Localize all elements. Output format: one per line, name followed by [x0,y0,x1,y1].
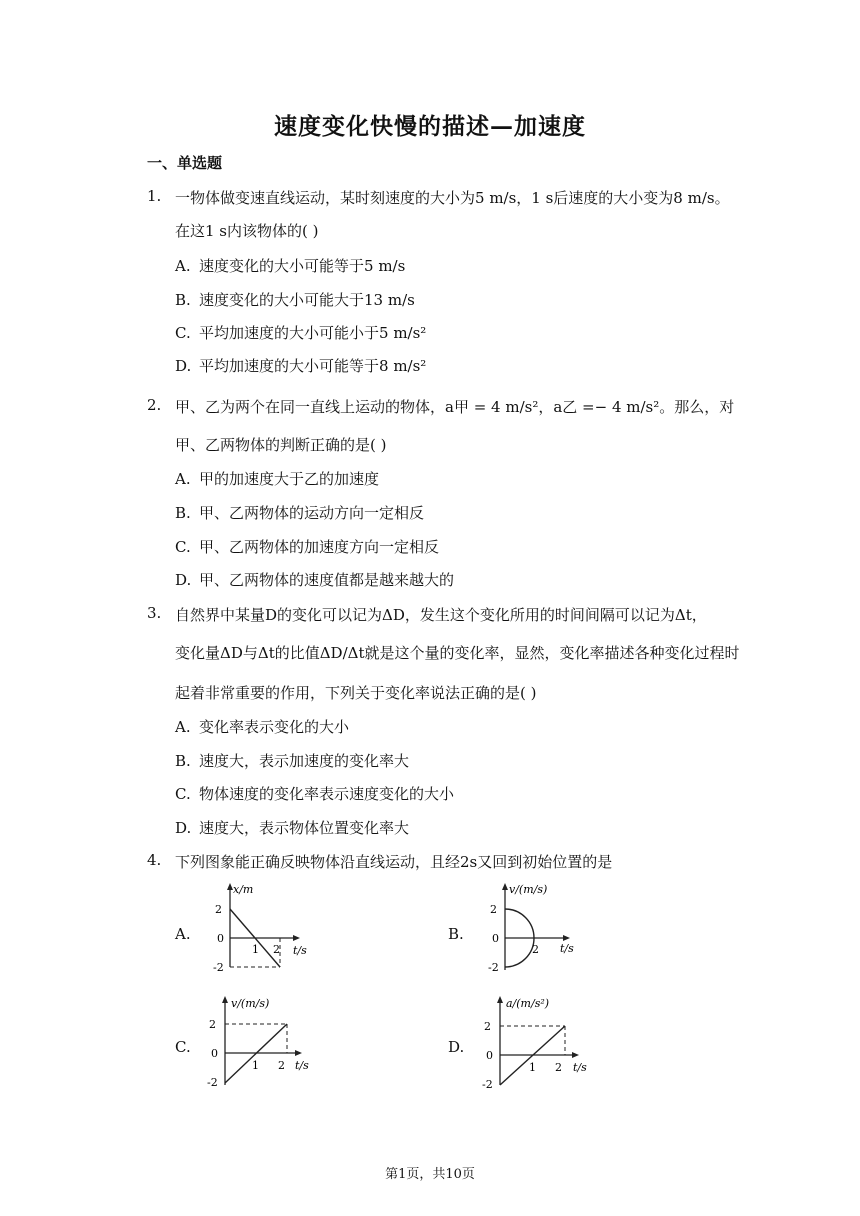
page-footer: 第1页，共10页 [385,1167,475,1182]
tick-x-two: 2 [273,943,280,956]
tick-x-two: 2 [278,1059,285,1072]
option-text: 变化率表示变化的大小 [199,718,350,736]
x-axis-label: t/s [560,942,574,955]
option-c-letter: C. [175,1038,191,1056]
option-c [175,322,426,343]
tick-y-bottom: -2 [488,961,499,974]
question-text-line: 起着非常重要的作用，下列关于变化率说法正确的是( ) [175,684,537,702]
question-number: 3. [147,604,162,622]
question-text-line: 自然界中某量D的变化可以记为ΔD，发生这个变化所用的时间间隔可以记为Δt， [175,606,707,624]
option-text: 平均加速度的大小可能小于5 m/s² [199,324,427,342]
option-text: 甲、乙两物体的速度值都是越来越大的 [199,571,455,589]
question-number: 2. [147,396,162,414]
option-d [175,569,454,590]
option-text: 甲、乙两物体的加速度方向一定相反 [199,538,440,556]
question-text-line: 甲、乙两物体的判断正确的是( ) [175,436,387,454]
tick-y-bottom: -2 [213,961,224,974]
option-letter: C. [175,785,191,803]
option-text: 速度变化的大小可能大于13 m/s [199,291,415,309]
y-arrow-icon [502,883,508,890]
tick-y-zero: 0 [492,932,499,945]
x-axis-label: t/s [573,1061,587,1074]
option-text: 速度大，表示加速度的变化率大 [199,752,410,770]
option-a [175,468,379,489]
section-heading: 一、单选题 [147,154,223,172]
y-axis-label: v/(m/s) [231,997,270,1010]
x-arrow-icon [563,935,570,941]
question-number: 1. [147,187,162,205]
tick-x-one: 1 [252,943,259,956]
y-axis-label: v/(m/s) [509,883,548,896]
option-letter: D. [175,819,192,837]
page-title: 速度变化快慢的描述—加速度 [274,113,586,140]
option-letter: B. [175,504,191,522]
graph-c [195,993,325,1093]
option-b [175,502,424,523]
option-letter: D. [175,357,192,375]
tick-y-top: 2 [209,1018,216,1031]
question-text-line: 一物体做变速直线运动，某时刻速度的大小为5 m/s，1 s后速度的大小变为8 m/s。 [175,189,730,207]
y-arrow-icon [222,996,228,1003]
option-b [175,750,409,771]
option-text: 物体速度的变化率表示速度变化的大小 [199,785,455,803]
tick-y-bottom: -2 [482,1078,493,1091]
question-text-line: 变化量ΔD与Δt的比值ΔD/Δt就是这个量的变化率，显然，变化率描述各种变化过程时 [175,644,740,662]
option-letter: B. [175,291,191,309]
x-axis-label: t/s [295,1059,309,1072]
tick-x-two: 2 [555,1061,562,1074]
tick-x-one: 1 [252,1059,259,1072]
tick-y-top: 2 [490,903,497,916]
option-text: 速度大，表示物体位置变化率大 [199,819,410,837]
option-letter: C. [175,538,191,556]
x-arrow-icon [295,1050,302,1056]
option-letter: A. [175,257,191,275]
tick-y-zero: 0 [211,1047,218,1060]
tick-x-one: 1 [529,1061,536,1074]
option-letter: B. [175,752,191,770]
tick-y-top: 2 [484,1020,491,1033]
y-axis-label: a/(m/s²) [506,997,550,1010]
option-text: 甲、乙两物体的运动方向一定相反 [199,504,425,522]
option-letter: A. [175,718,191,736]
option-letter: D. [175,571,192,589]
option-letter: C. [175,324,191,342]
tick-x-two: 2 [532,943,539,956]
tick-y-top: 2 [215,903,222,916]
y-arrow-icon [497,996,503,1003]
option-c [175,536,439,557]
tick-y-bottom: -2 [207,1076,218,1089]
x-arrow-icon [572,1052,579,1058]
graph-a [195,880,325,975]
x-axis-label: t/s [293,944,307,957]
question-text-line: 甲、乙为两个在同一直线上运动的物体，a甲 = 4 m/s²，a乙 =− 4 m/s²。那么，对 [175,398,735,416]
question-text-line: 下列图象能正确反映物体沿直线运动，且经2s又回到初始位置的是 [175,853,613,871]
graph-d [470,993,600,1093]
question-number: 4. [147,851,162,869]
option-d-letter: D. [448,1038,465,1056]
option-letter: A. [175,470,191,488]
option-a [175,716,349,737]
option-c [175,783,454,804]
option-text: 速度变化的大小可能等于5 m/s [199,257,406,275]
option-d [175,817,409,838]
option-a-letter: A. [175,925,191,943]
graph-b [470,880,600,975]
x-arrow-icon [293,935,300,941]
option-b-letter: B. [448,925,464,943]
option-text: 甲的加速度大于乙的加速度 [199,470,380,488]
option-a [175,255,405,276]
tick-y-zero: 0 [486,1049,493,1062]
option-d [175,355,426,376]
tick-y-zero: 0 [217,932,224,945]
question-text-line: 在这1 s内该物体的( ) [175,222,319,240]
option-text: 平均加速度的大小可能等于8 m/s² [199,357,427,375]
y-axis-label: x/m [233,883,254,896]
option-b [175,289,415,310]
